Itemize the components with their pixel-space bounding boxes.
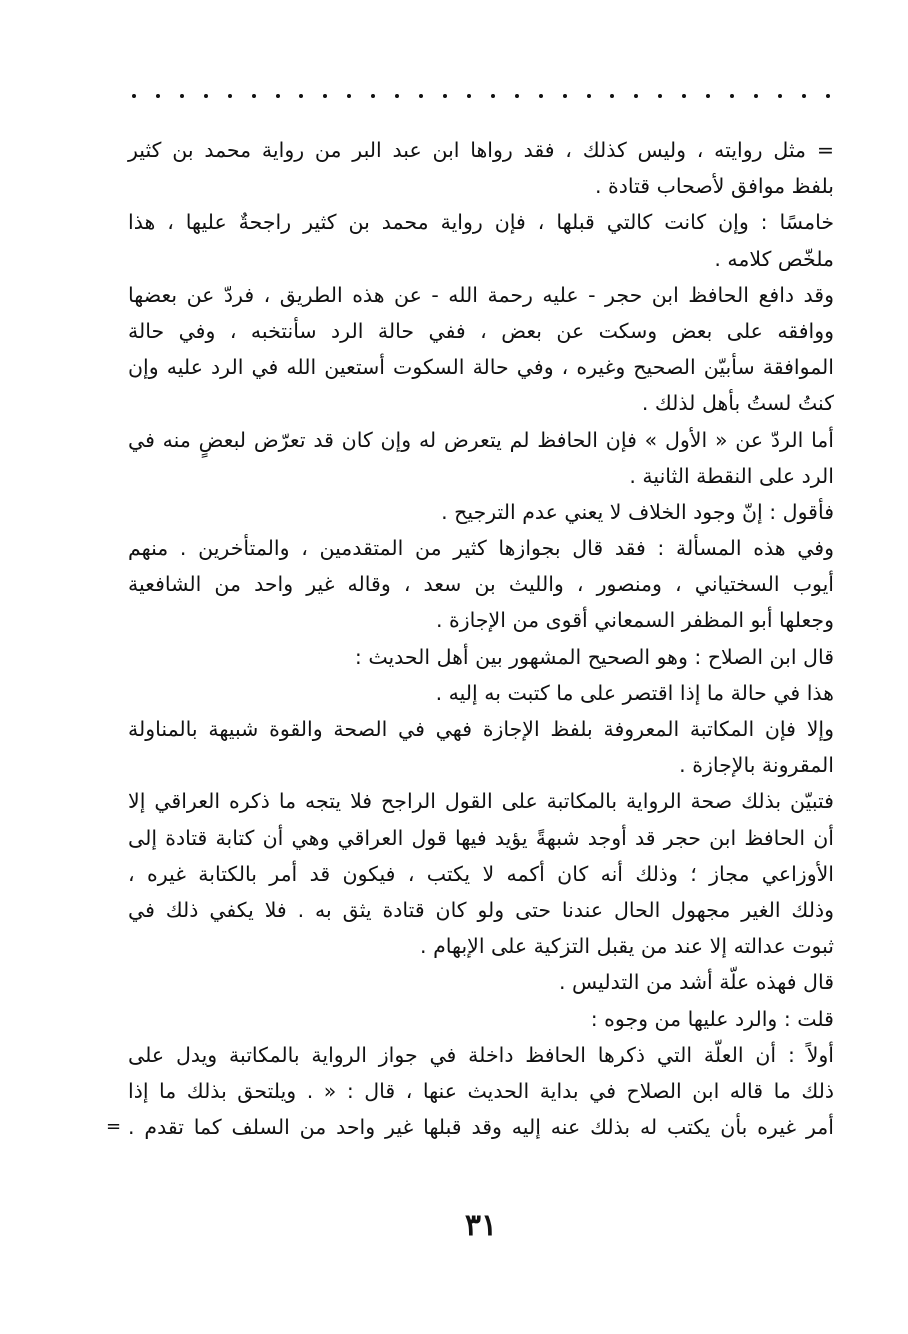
separator-dot <box>276 94 280 98</box>
separator-dot <box>467 94 471 98</box>
separator-dot <box>706 94 710 98</box>
separator-dot <box>587 94 591 98</box>
text-line: الرد على النقطة الثانية . <box>629 463 834 488</box>
text-line: الأوزاعي مجاز ؛ وذلك أنه كان أكمه لا يكتب ، فيكون قد أمر بالكتابة غيره ، <box>128 861 834 886</box>
separator-dot <box>610 94 614 98</box>
text-line: = مثل روايته ، وليس كذلك ، فقد رواها ابن عبد البر من رواية محمد بن كثير <box>128 138 834 162</box>
separator-dot <box>754 94 758 98</box>
separator-dot <box>682 94 686 98</box>
text-line: أولاً : أن العلّة التي ذكرها الحافظ داخلة في جواز الرواية بالمكاتبة ويدل على <box>128 1042 834 1067</box>
separator-dot <box>563 94 567 98</box>
separator-dot <box>371 94 375 98</box>
text-line: فأقول : إنّ وجود الخلاف لا يعني عدم الترجيح . <box>441 499 834 524</box>
text-line: الموافقة سأبيّن الصحيح وغيره ، وفي حالة السكوت أستعين الله في الرد عليه وإن <box>128 355 834 380</box>
text-line: أيوب السختياني ، ومنصور ، والليث بن سعد ، وقاله غير واحد من الشافعية <box>128 572 834 597</box>
separator-dot <box>826 94 830 98</box>
text-line: أن الحافظ ابن حجر قد أوجد شبهةً يؤيد فيها قول العراقي وهي أن كتابة قتادة إلى <box>128 825 834 850</box>
separator-dot <box>539 94 543 98</box>
text-line: وإلا فإن المكاتبة المعروفة بلفظ الإجازة فهي في الصحة والقوة شبيهة بالمناولة <box>128 717 834 741</box>
separator-dot <box>323 94 327 98</box>
text-line: قال فهذه علّة أشد من التدليس . <box>559 970 834 995</box>
text-line: ملخّص كلامه . <box>714 246 834 271</box>
separator-dot <box>443 94 447 98</box>
separator-dot <box>252 94 256 98</box>
text-line: فتبيّن بذلك صحة الرواية بالمكاتبة على القول الراجح فلا يتجه ما ذكره العراقي إلا <box>128 789 834 814</box>
text-line: ذلك ما قاله ابن الصلاح في بداية الحديث عنها ، قال : « . ويلتحق بذلك ما إذا <box>128 1078 834 1103</box>
book-page <box>106 84 834 1314</box>
text-line: وجعلها أبو المظفر السمعاني أقوى من الإجازة . <box>435 608 834 633</box>
separator-dot <box>730 94 734 98</box>
text-line-last <box>106 1109 834 1145</box>
text-line: المقرونة بالإجازة . <box>679 753 834 778</box>
text-line: بلفظ موافق لأصحاب قتادة . <box>594 174 834 199</box>
separator-dot <box>634 94 638 98</box>
text-line: ثبوت عدالته إلا عند من يقبل التزكية على الإبهام . <box>420 934 834 959</box>
text-line: وقد دافع الحافظ ابن حجر - عليه رحمة الله - عن هذه الطريق ، فردّ عن بعضها <box>128 282 834 307</box>
separator-dot <box>347 94 351 98</box>
separator-dot <box>515 94 519 98</box>
separator-dot <box>299 94 303 98</box>
text-line-last-content: أمر غيره بأن يكتب له بذلك عنه إليه وقد قبلها غير واحد من السلف كما تقدم . <box>128 1115 834 1140</box>
text-line: قال ابن الصلاح : وهو الصحيح المشهور بين أهل الحديث : <box>354 644 834 669</box>
separator-dot <box>156 94 160 98</box>
separator-dot <box>802 94 806 98</box>
continuation-mark: = <box>106 1116 122 1138</box>
separator-dot <box>419 94 423 98</box>
text-line: أما الردّ عن « الأول » فإن الحافظ لم يتعرض له وإن كان قد تعرّض لبعضٍ منه في <box>128 427 834 452</box>
page-number: ٣١ <box>464 1208 498 1243</box>
separator-dot <box>778 94 782 98</box>
text-line: كنتُ لستُ بأهل لذلك . <box>641 391 834 416</box>
text-line: ووافقه على بعض وسكت عن بعض ، ففي حالة الرد سأنتخبه ، وفي حالة <box>128 318 834 343</box>
footnote-separator-dotted-rule <box>128 84 834 108</box>
footnote-text-block <box>106 132 834 1145</box>
text-line: هذا في حالة ما إذا اقتصر على ما كتبت به إليه . <box>435 680 834 705</box>
separator-dot <box>132 94 136 98</box>
separator-dot <box>180 94 184 98</box>
separator-dot <box>228 94 232 98</box>
separator-dot <box>491 94 495 98</box>
text-line: وفي هذه المسألة : فقد قال بجوازها كثير من المتقدمين ، والمتأخرين . منهم <box>128 536 834 561</box>
text-line: خامسًا : وإن كانت كالتي قبلها ، فإن رواية محمد بن كثير راجحةٌ عليها ، هذا <box>128 210 834 235</box>
separator-dot <box>395 94 399 98</box>
text-line: قلت : والرد عليها من وجوه : <box>590 1006 834 1031</box>
separator-dot <box>204 94 208 98</box>
text-line: وذلك الغير مجهول الحال عندنا حتى ولو كان قتادة يثق به . فلا يكفي ذلك في <box>128 897 834 922</box>
separator-dot <box>658 94 662 98</box>
